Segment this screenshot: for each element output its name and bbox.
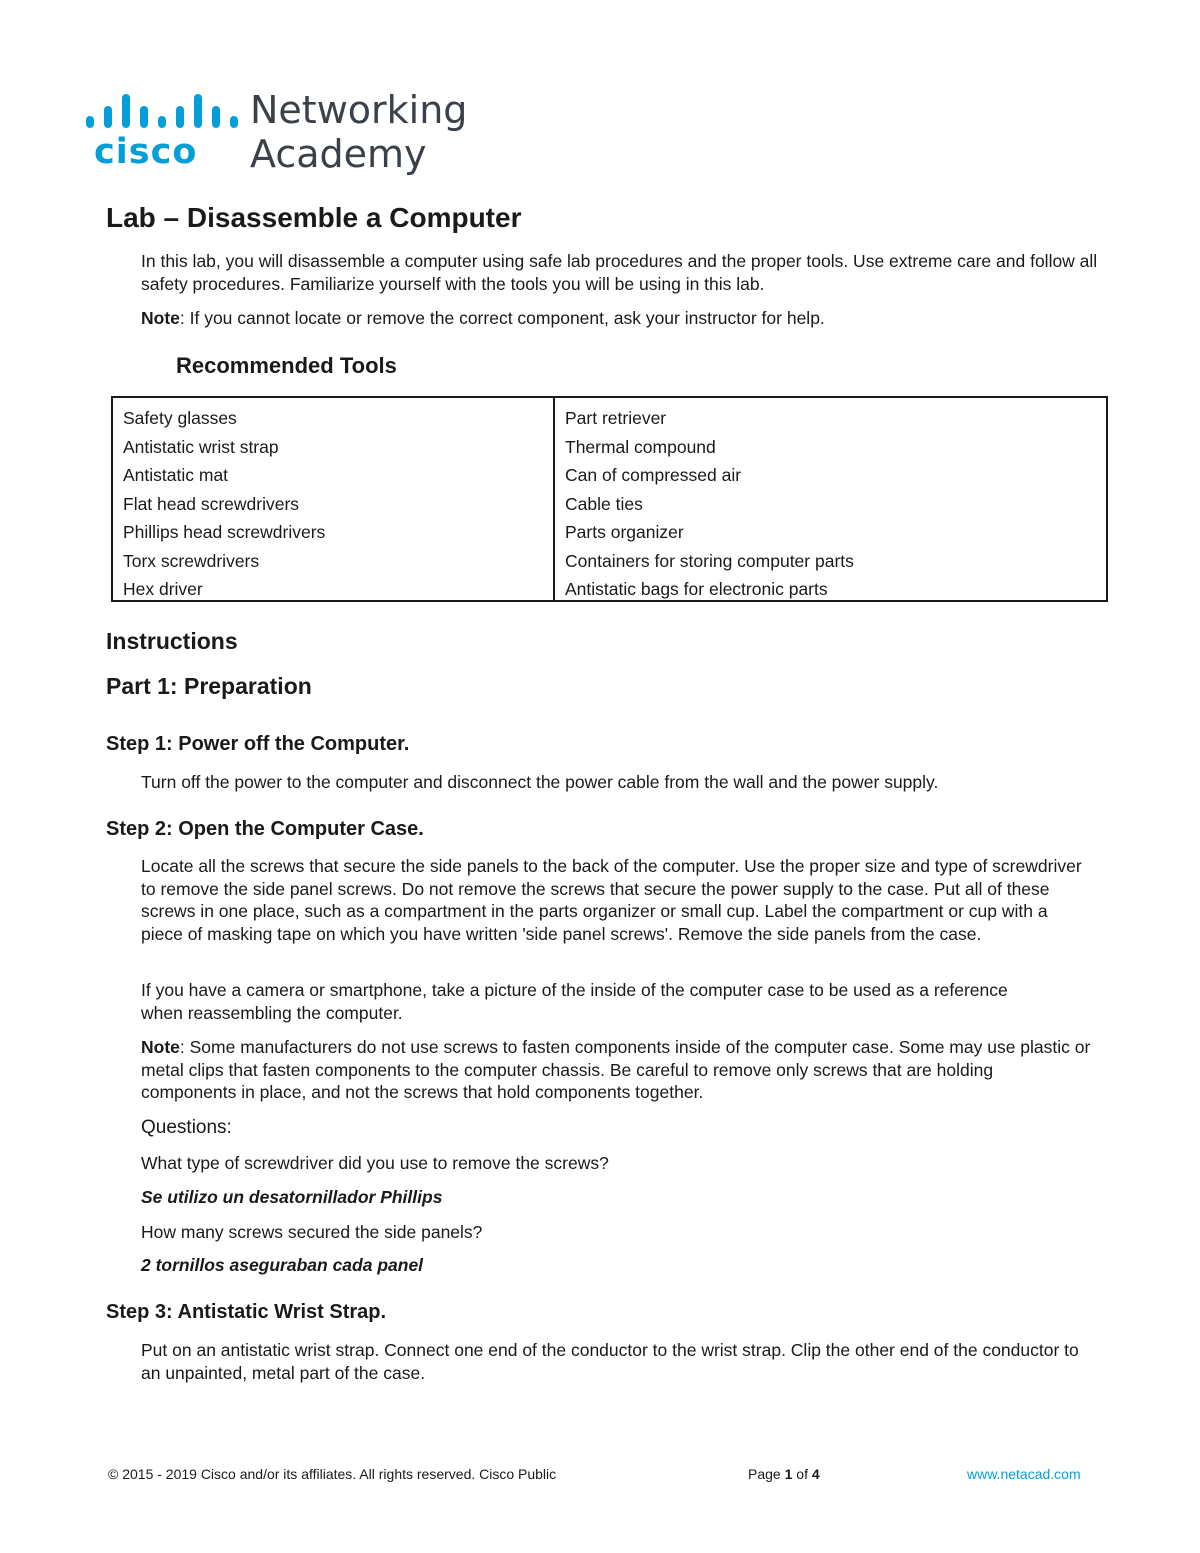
academy-wordmark: [250, 88, 467, 176]
logo-line-1: Networking: [250, 88, 468, 132]
step-2-paragraph-2: If you have a camera or smartphone, take a picture of the inside of the computer case to be used as a reference when reassembling the computer.: [141, 980, 1008, 1023]
tool-item: Can of compressed air: [565, 465, 742, 485]
note-text: : If you cannot locate or remove the correct component, ask your instructor for help.: [179, 308, 825, 328]
step-1-text: Turn off the power to the computer and disconnect the power cable from the wall and the power supply.: [141, 772, 939, 792]
step-1-heading: Step 1: Power off the Computer.: [106, 733, 410, 755]
step-2-note: [141, 1036, 1091, 1104]
tool-item: Hex driver: [123, 579, 203, 599]
step-3-heading: Step 3: Antistatic Wrist Strap.: [106, 1301, 387, 1323]
step-2-paragraph-1: Locate all the screws that secure the side panels to the back of the computer. Use the proper size and type of screwdriver to remove the side panel screws. Do not remove the screws that secure the power supply to the case. Put all of these screws in one place, such as a compartment in the parts organizer or small cup. Label the compartment or cup with a piece of masking tape on which you have written 'side panel screws'. Remove the side panels from the case.: [141, 856, 1082, 944]
tool-item: Antistatic wrist strap: [123, 436, 279, 457]
note-text: : Some manufacturers do not use screws to fasten components inside of the computer case. Some may use plastic or metal clips that fasten components to the computer chassis. Be careful to remove only screws that are holding components in place, and not the screws that hold components together.: [141, 1037, 1091, 1103]
page-total: 4: [811, 1466, 820, 1482]
footer-copyright: © 2015 - 2019 Cisco and/or its affiliates. All rights reserved. Cisco Public: [108, 1466, 557, 1482]
tool-item: Torx screwdrivers: [123, 550, 260, 571]
question-2: How many screws secured the side panels?: [141, 1222, 483, 1242]
tool-item: Parts organizer: [565, 522, 684, 542]
note-label: Note: [141, 1037, 180, 1057]
tool-item: Antistatic mat: [123, 465, 229, 485]
page-current: 1: [784, 1466, 793, 1482]
tool-item: Containers for storing computer parts: [565, 550, 854, 571]
tool-item: Safety glasses: [123, 408, 237, 428]
tools-column-left: [113, 398, 555, 600]
step-3-text: Put on an antistatic wrist strap. Connect one end of the conductor to the wrist strap. Clip the other end of the conductor to an unpainted, metal part of the case.: [141, 1340, 1079, 1383]
logo-line-2: Academy: [250, 132, 427, 176]
intro-paragraph: In this lab, you will disassemble a computer using safe lab procedures and the proper tools. Use extreme care and follow all safety procedures. Familiarize yourself with the tools you will be using in this lab.: [141, 251, 1098, 294]
tool-item: Antistatic bags for electronic parts: [565, 579, 828, 599]
tool-item: Cable ties: [565, 493, 643, 514]
page-title: Lab – Disassemble a Computer: [106, 202, 522, 233]
tool-item: Thermal compound: [565, 436, 716, 457]
recommended-tools-table: [111, 396, 1108, 602]
tools-column-right: [555, 398, 1106, 600]
note-paragraph: [141, 307, 1101, 330]
tool-item: Phillips head screwdrivers: [123, 522, 326, 542]
instructions-heading: Instructions: [106, 628, 238, 654]
cisco-bars-icon: [84, 88, 234, 128]
footer-page-number: [748, 1466, 820, 1482]
footer-website-link[interactable]: www.netacad.com: [967, 1466, 1081, 1482]
recommended-tools-heading: Recommended Tools: [176, 353, 397, 378]
part-1-heading: Part 1: Preparation: [106, 673, 312, 699]
step-2-heading: Step 2: Open the Computer Case.: [106, 818, 424, 840]
cisco-networking-academy-logo: [84, 88, 474, 180]
note-label: Note: [141, 308, 180, 328]
cisco-wordmark: cisco: [94, 132, 198, 172]
questions-label: Questions:: [141, 1117, 232, 1138]
answer-1: Se utilizo un desatornillador Phillips: [141, 1187, 443, 1207]
answer-2: 2 tornillos aseguraban cada panel: [141, 1255, 424, 1275]
tool-item: Flat head screwdrivers: [123, 493, 300, 514]
page-of: of: [792, 1466, 812, 1482]
tool-item: Part retriever: [565, 408, 667, 428]
question-1: What type of screwdriver did you use to remove the screws?: [141, 1153, 609, 1173]
page-prefix: Page: [748, 1466, 785, 1482]
